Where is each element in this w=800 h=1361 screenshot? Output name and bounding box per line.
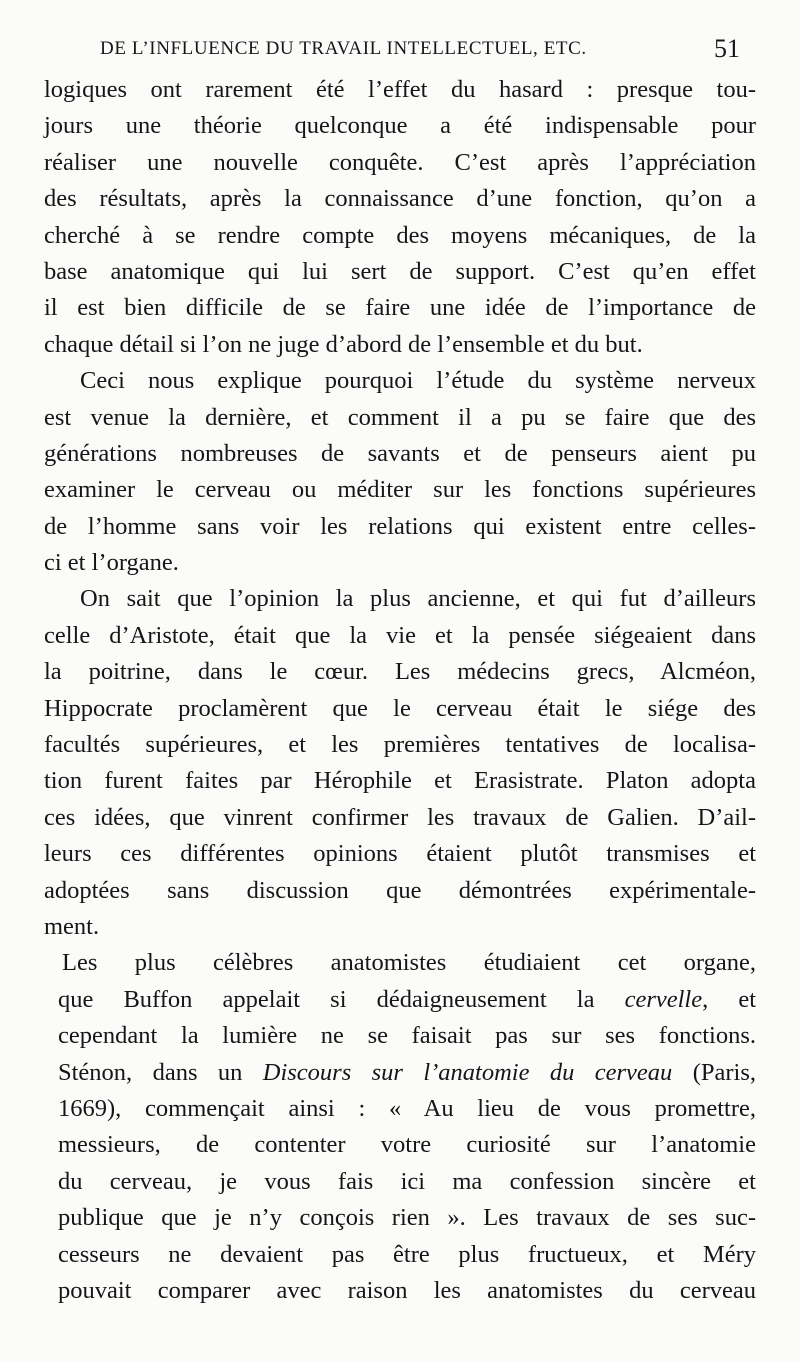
text-line: facultés supérieures, et les premières tentatives de localisa- [44, 731, 756, 759]
text-line: pouvait comparer avec raison les anatomistes du cerveau [58, 1276, 756, 1304]
text-line: Hippocrate proclamèrent que le cerveau était le siége des [44, 694, 756, 722]
text-line: il est bien difficile de se faire une idée de l’importance de [44, 294, 756, 322]
text-line [44, 982, 756, 1018]
italic-title: Discours sur l’anatomie du cerveau [262, 1058, 673, 1086]
text-line: publique que je n’y conçois rien ». Les travaux de ses suc- [58, 1204, 756, 1232]
text-line: cherché à se rendre compte des moyens mécaniques, de la [44, 221, 756, 249]
text-line: générations nombreuses de savants et de penseurs aient pu [44, 439, 756, 467]
text-line: messieurs, de contenter votre curiosité sur l’anatomie [58, 1131, 756, 1159]
text-line: des résultats, après la connaissance d’une fonction, qu’on a [44, 185, 756, 213]
running-head-title: DE L’INFLUENCE DU TRAVAIL INTELLECTUEL, ETC. [100, 38, 587, 59]
text-line: la poitrine, dans le cœur. Les médecins grecs, Alcméon, [44, 658, 756, 686]
text-line: Les plus célèbres anatomistes étudiaient cet organe, [62, 949, 756, 977]
text-span: , et [702, 985, 757, 1013]
text-span: (Paris, [692, 1058, 756, 1086]
text-line [44, 1055, 756, 1091]
text-line: logiques ont rarement été l’effet du hasard : presque tou- [44, 76, 756, 103]
text-line: adoptées sans discussion que démontrées expérimentale- [44, 876, 756, 904]
text-span: que Buffon appelait si dédaigneusement la [58, 985, 595, 1013]
text-line: celle d’Aristote, était que la vie et la pensée siégeaient dans [44, 621, 756, 649]
text-line: leurs ces différentes opinions étaient plutôt transmises et [44, 840, 756, 868]
text-line: ment. [44, 912, 100, 940]
body-text [44, 72, 756, 1309]
text-line: ci et l’organe. [44, 549, 179, 577]
text-line: Ceci nous explique pourquoi l’étude du système nerveux [80, 367, 756, 395]
text-line: tion furent faites par Hérophile et Erasistrate. Platon adopta [44, 767, 756, 795]
running-head [100, 34, 740, 70]
text-line: est venue la dernière, et comment il a pu se faire que des [44, 403, 756, 431]
text-line: de l’homme sans voir les relations qui existent entre celles- [44, 512, 756, 540]
page-number: 51 [714, 34, 740, 63]
text-line: 1669), commençait ainsi : « Au lieu de vous promettre, [58, 1094, 756, 1122]
text-line: du cerveau, je vous fais ici ma confession sincère et [58, 1167, 756, 1195]
text-line: chaque détail si l’on ne juge d’abord de l’ensemble et du but. [44, 330, 643, 358]
text-line: cesseurs ne devaient pas être plus fructueux, et Méry [58, 1240, 756, 1268]
text-line: base anatomique qui lui sert de support. C’est qu’en effet [44, 257, 756, 285]
text-line: réaliser une nouvelle conquête. C’est après l’appréciation [44, 148, 756, 176]
text-line: cependant la lumière ne se faisait pas sur ses fonctions. [58, 1022, 756, 1050]
text-line: examiner le cerveau ou méditer sur les fonctions supérieures [44, 476, 756, 504]
italic-term: cervelle [624, 985, 703, 1013]
text-line: jours une théorie quelconque a été indispensable pour [44, 112, 756, 140]
text-span: Sténon, dans un [58, 1058, 243, 1086]
text-line: On sait que l’opinion la plus ancienne, et qui fut d’ailleurs [80, 585, 756, 613]
text-line: ces idées, que vinrent confirmer les travaux de Galien. D’ail- [44, 803, 756, 831]
